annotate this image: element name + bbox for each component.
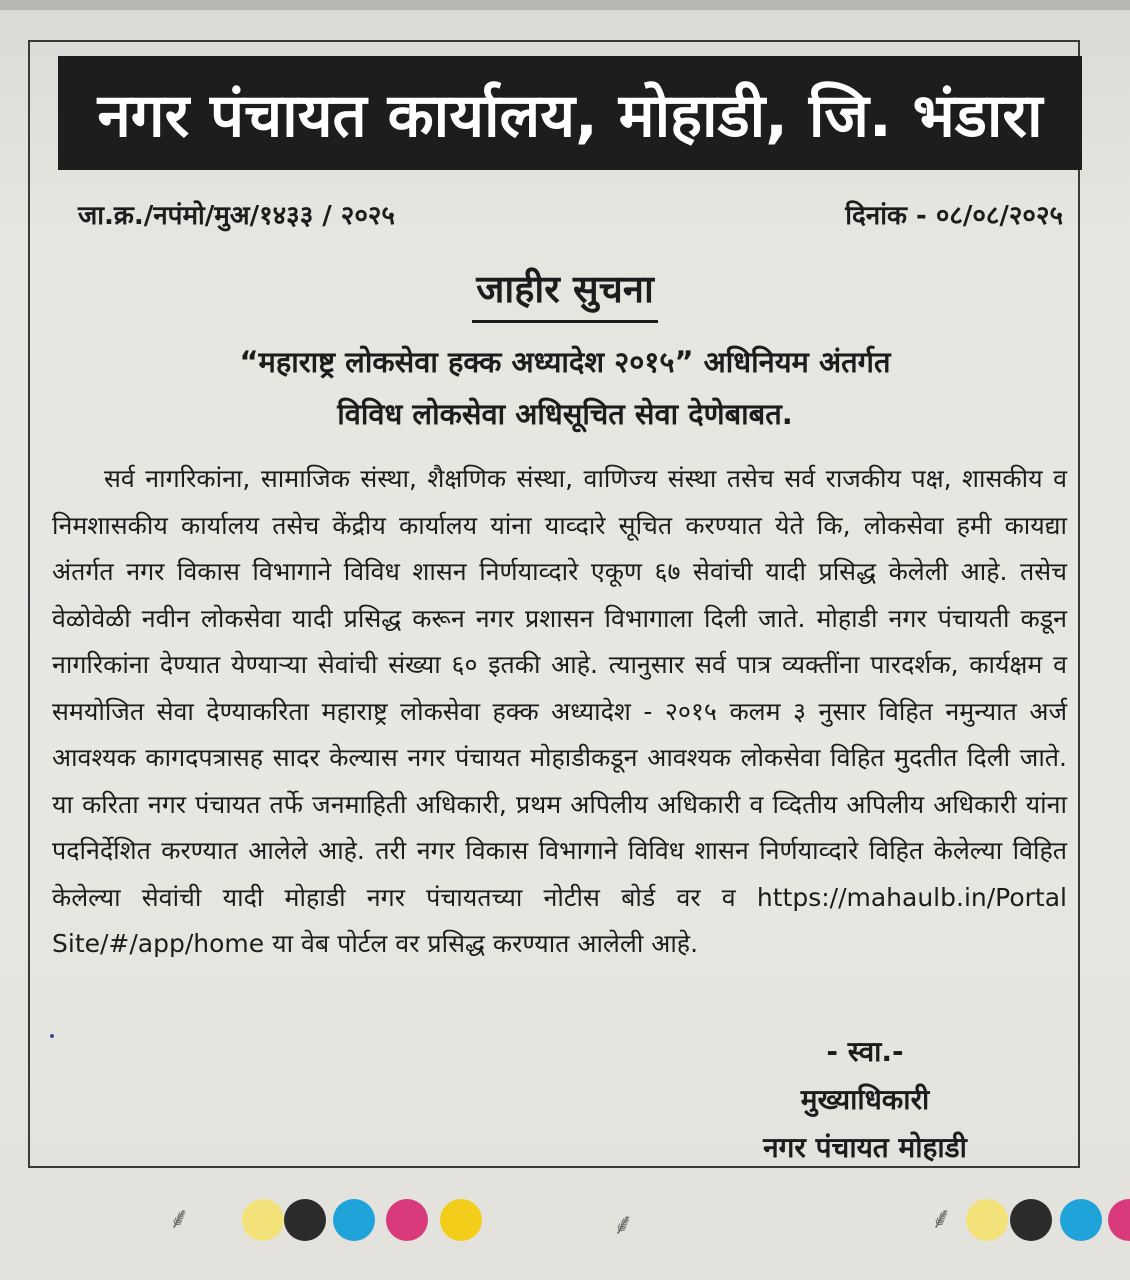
previous-column-strip <box>0 0 1130 10</box>
signatory-office: नगर पंचायत मोहाडी <box>763 1131 967 1164</box>
reference-number: जा.क्र./नपंमो/मुअ/१४३३ / २०२५ <box>78 201 395 231</box>
registration-glyph-right: ⸙ <box>930 1201 953 1236</box>
office-title: नगर पंचायत कार्यालय, मोहाडी, जि. भंडारा <box>97 81 1043 151</box>
registration-dot-cyan-right <box>1060 1199 1102 1241</box>
registration-dot-magenta <box>386 1199 428 1241</box>
notice-body: सर्व नागरिकांना, सामाजिक संस्था, शैक्षणिक संस्था, वाणिज्य संस्था तसेच सर्व राजकीय पक्ष, शासकीय व निमशासकीय कार्यालय तसेच केंद्रीय कार्यालय यांना याव्दारे सूचित करण्यात येते कि, लोकसेवा हमी कायद्या अंतर्गत नगर विकास विभागाने विविध शासन निर्णयाव्दारे एकूण ६७ सेवांची यादी प्रसिद्ध केलेली आहे. तसेच वेळोवेळी नवीन लोकसेवा यादी प्रसिद्ध करून नगर प्रशासन विभागाला दिली जाते. मोहाडी नगर पंचायती कडून नागरिकांना देण्यात येण्याऱ्या सेवांची संख्या ६० इतकी आहे. त्यानुसार सर्व पात्र व्यक्तींना पारदर्शक, कार्यक्षम व समयोजित सेवा देण्याकरिता महाराष्ट्र लोकसेवा हक्क अध्यादेश - २०१५ कलम ३ नुसार विहित नमुन्यात अर्ज आवश्यक कागदपत्रासह सादर केल्यास नगर पंचायत मोहाडीकडून आवश्यक लोकसेवा विहित मुदतीत दिली जाते. या करिता नगर पंचायत तर्फे जनमाहिती अधिकारी, प्रथम अपिलीय अधिकारी व व्दितीय अपिलीय अधिकारी यांना पदनिर्देशित करण्यात आलेले आहे. तरी नगर विकास विभागाने विविध शासन निर्णयाव्दारे विहित केलेल्या विहित केलेल्या सेवांची यादी मोहाडी नगर पंचायतच्या नोटीस बोर्ड वर व https://mahaulb.in/Portal Site/#/app/home या वेब पोर्टल वर प्रसिद्ध करण्यात आलेली आहे. <box>52 464 1067 958</box>
registration-dot-black-right <box>1010 1199 1052 1241</box>
signature-mark: - स्वा.- <box>826 1035 904 1068</box>
signature-block <box>720 1028 1010 1172</box>
registration-dot-magenta-right <box>1108 1199 1130 1241</box>
subject-line-1: “महाराष्ट्र लोकसेवा हक्क अध्यादेश २०१५” अधिनियम अंतर्गत <box>239 345 891 379</box>
registration-dot-yellow-light-right <box>966 1199 1008 1241</box>
registration-dot-yellow-light <box>242 1199 284 1241</box>
registration-dot-cyan <box>333 1199 375 1241</box>
signatory-designation: मुख्याधिकारी <box>800 1083 930 1116</box>
notice-heading <box>0 262 1130 323</box>
ink-dot <box>50 1034 54 1038</box>
notice-heading-text: जाहीर सुचना <box>472 262 658 323</box>
registration-glyph-center: ⸙ <box>612 1207 635 1242</box>
notice-subject <box>120 336 1010 440</box>
subject-line-2: विविध लोकसेवा अधिसूचित सेवा देणेबाबत. <box>337 397 793 431</box>
registration-glyph-left: ⸙ <box>168 1201 191 1236</box>
registration-dot-yellow <box>440 1199 482 1241</box>
reference-row <box>78 196 1063 236</box>
registration-dot-black <box>284 1199 326 1241</box>
office-header-banner <box>58 56 1082 170</box>
notice-date: दिनांक - ०८/०८/२०२५ <box>845 201 1063 231</box>
